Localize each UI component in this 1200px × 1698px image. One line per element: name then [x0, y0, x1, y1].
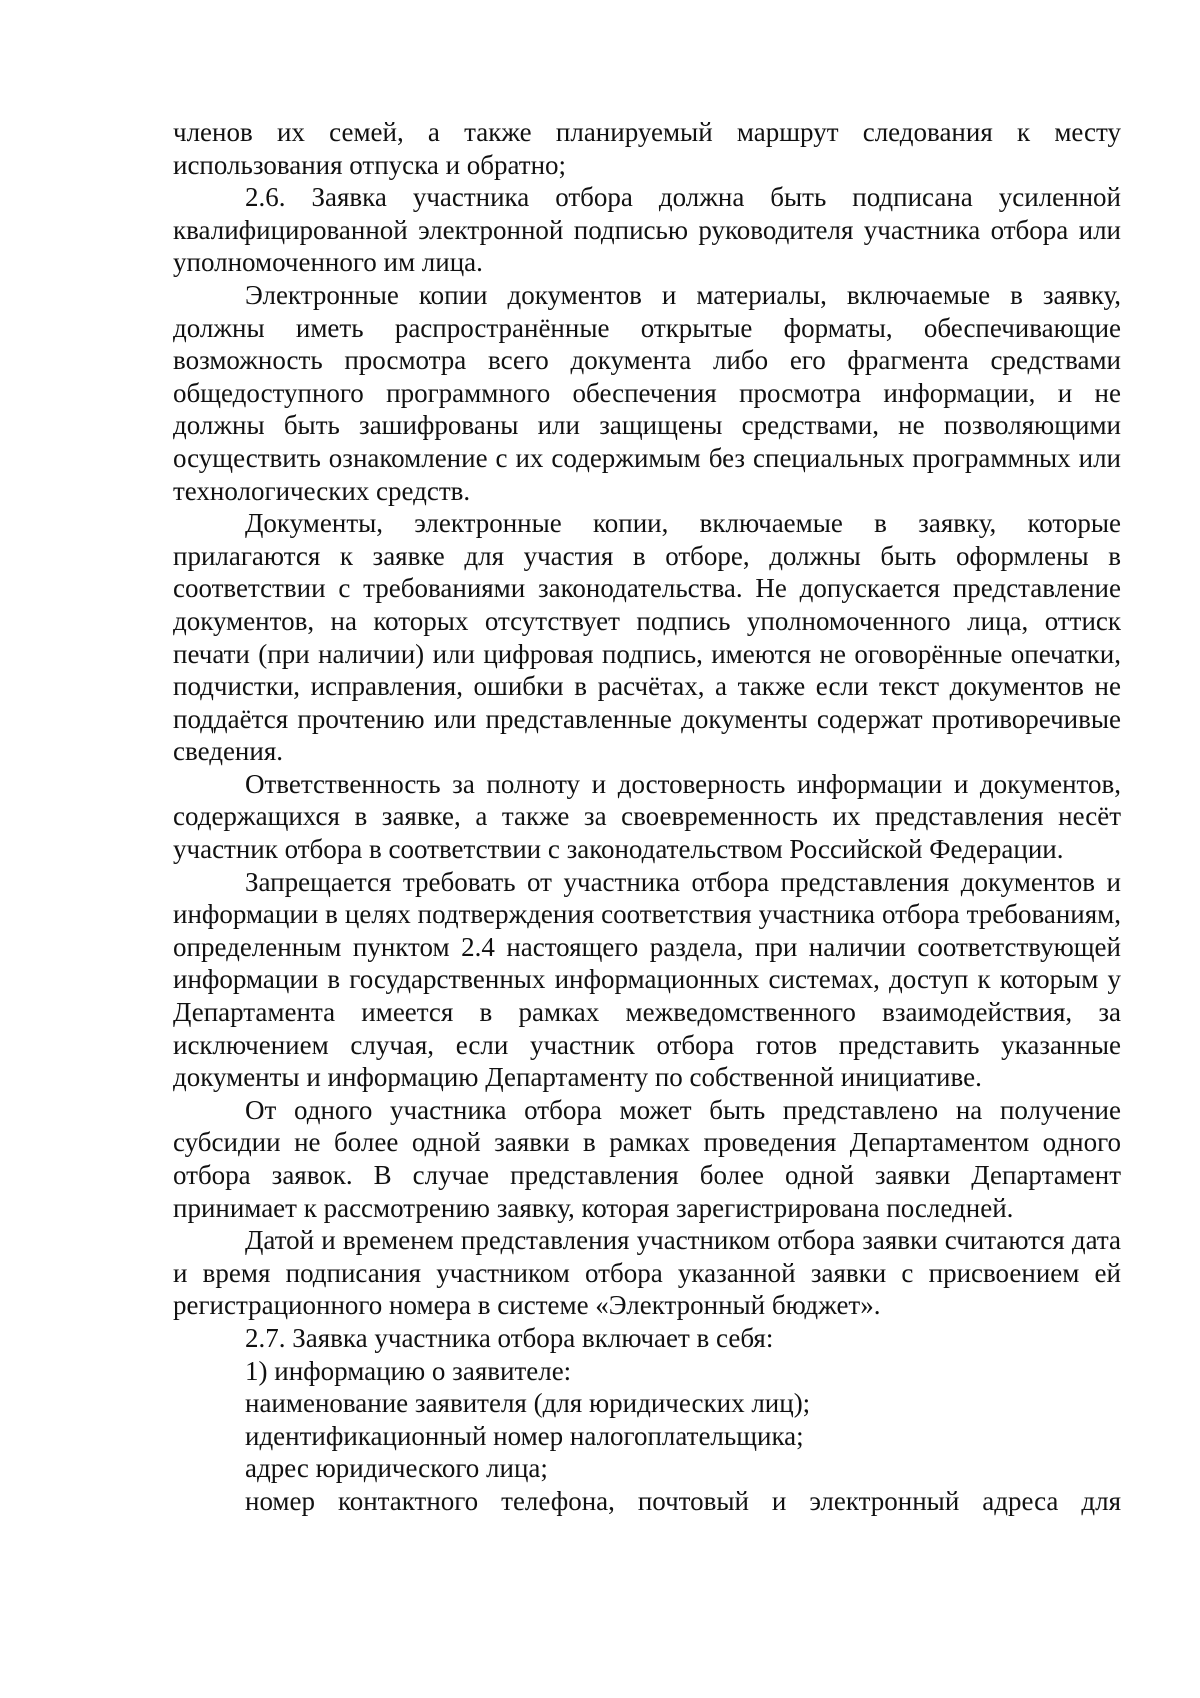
- paragraph-2-7-contents: 2.7. Заявка участника отбора включает в себя:: [245, 1322, 774, 1353]
- paragraph-prohibition: Запрещается требовать от участника отбора представления документов и информации в целях подтверждения соответствия участника отбора требованиям, определенным пунктом 2.4 настоящего раздела, при наличии соответствующей информации в государственных информационных системах, доступ к которым у Департамента имеется в рамках межведомственного взаимодействия, за исключением случая, если участник отбора готов представить указанные документы и информацию Департаменту по собственной инициативе.: [173, 866, 1121, 1093]
- document-body: [173, 116, 1121, 1518]
- list-item-tax-id: идентификационный номер налогоплательщика;: [245, 1420, 804, 1451]
- paragraph-2-6-signature: 2.6. Заявка участника отбора должна быть подписана усиленной квалифицированной электронной подписью руководителя участника отбора или уполномоченного им лица.: [173, 182, 1121, 278]
- list-item-legal-address: адрес юридического лица;: [245, 1453, 548, 1484]
- paragraph-single-application: От одного участника отбора может быть представлено на получение субсидии не более одной заявки в рамках проведения Департаментом одного отбора заявок. В случае представления более одной заявки Департамент принимает к рассмотрению заявку, которая зарегистрирована последней.: [173, 1094, 1121, 1223]
- list-item-applicant-name: наименование заявителя (для юридических лиц);: [245, 1388, 811, 1419]
- paragraph-family-route: членов их семей, а также планируемый маршрут следования к месту использования отпуска и обратно;: [173, 117, 1121, 180]
- paragraph-date-time: Датой и временем представления участником отбора заявки считаются дата и время подписания участником отбора указанной заявки с присвоением ей регистрационного номера в системе «Электронный бюджет».: [173, 1225, 1121, 1321]
- paragraph-documents-requirements: Документы, электронные копии, включаемые в заявку, которые прилагаются к заявке для участия в отборе, должны быть оформлены в соответствии с требованиями законодательства. Не допускается представление документов, на которых отсутствует подпись уполномоченного лица, оттиск печати (при наличии) или цифровая подпись, имеются не оговорённые опечатки, подчистки, исправления, ошибки в расчётах, а также если текст документов не поддаётся прочтению или представленные документы содержат противоречивые сведения.: [173, 508, 1121, 767]
- list-item-contact-info: номер контактного телефона, почтовый и электронный адреса для: [245, 1485, 1121, 1516]
- paragraph-responsibility: Ответственность за полноту и достоверность информации и документов, содержащихся в заявке, а также за своевременность их представления несёт участник отбора в соответствии с законодательством Российской Федерации.: [173, 768, 1121, 865]
- list-item-applicant-info: 1) информацию о заявителе:: [245, 1355, 572, 1386]
- paragraph-electronic-copies: Электронные копии документов и материалы, включаемые в заявку, должны иметь распространённые открытые форматы, обеспечивающие возможность просмотра всего документа либо его фрагмента средствами общедоступного программного обеспечения просмотра информации, и не должны быть зашифрованы или защищены средствами, не позволяющими осуществить ознакомление с их содержимым без специальных программных или технологических средств.: [173, 279, 1121, 506]
